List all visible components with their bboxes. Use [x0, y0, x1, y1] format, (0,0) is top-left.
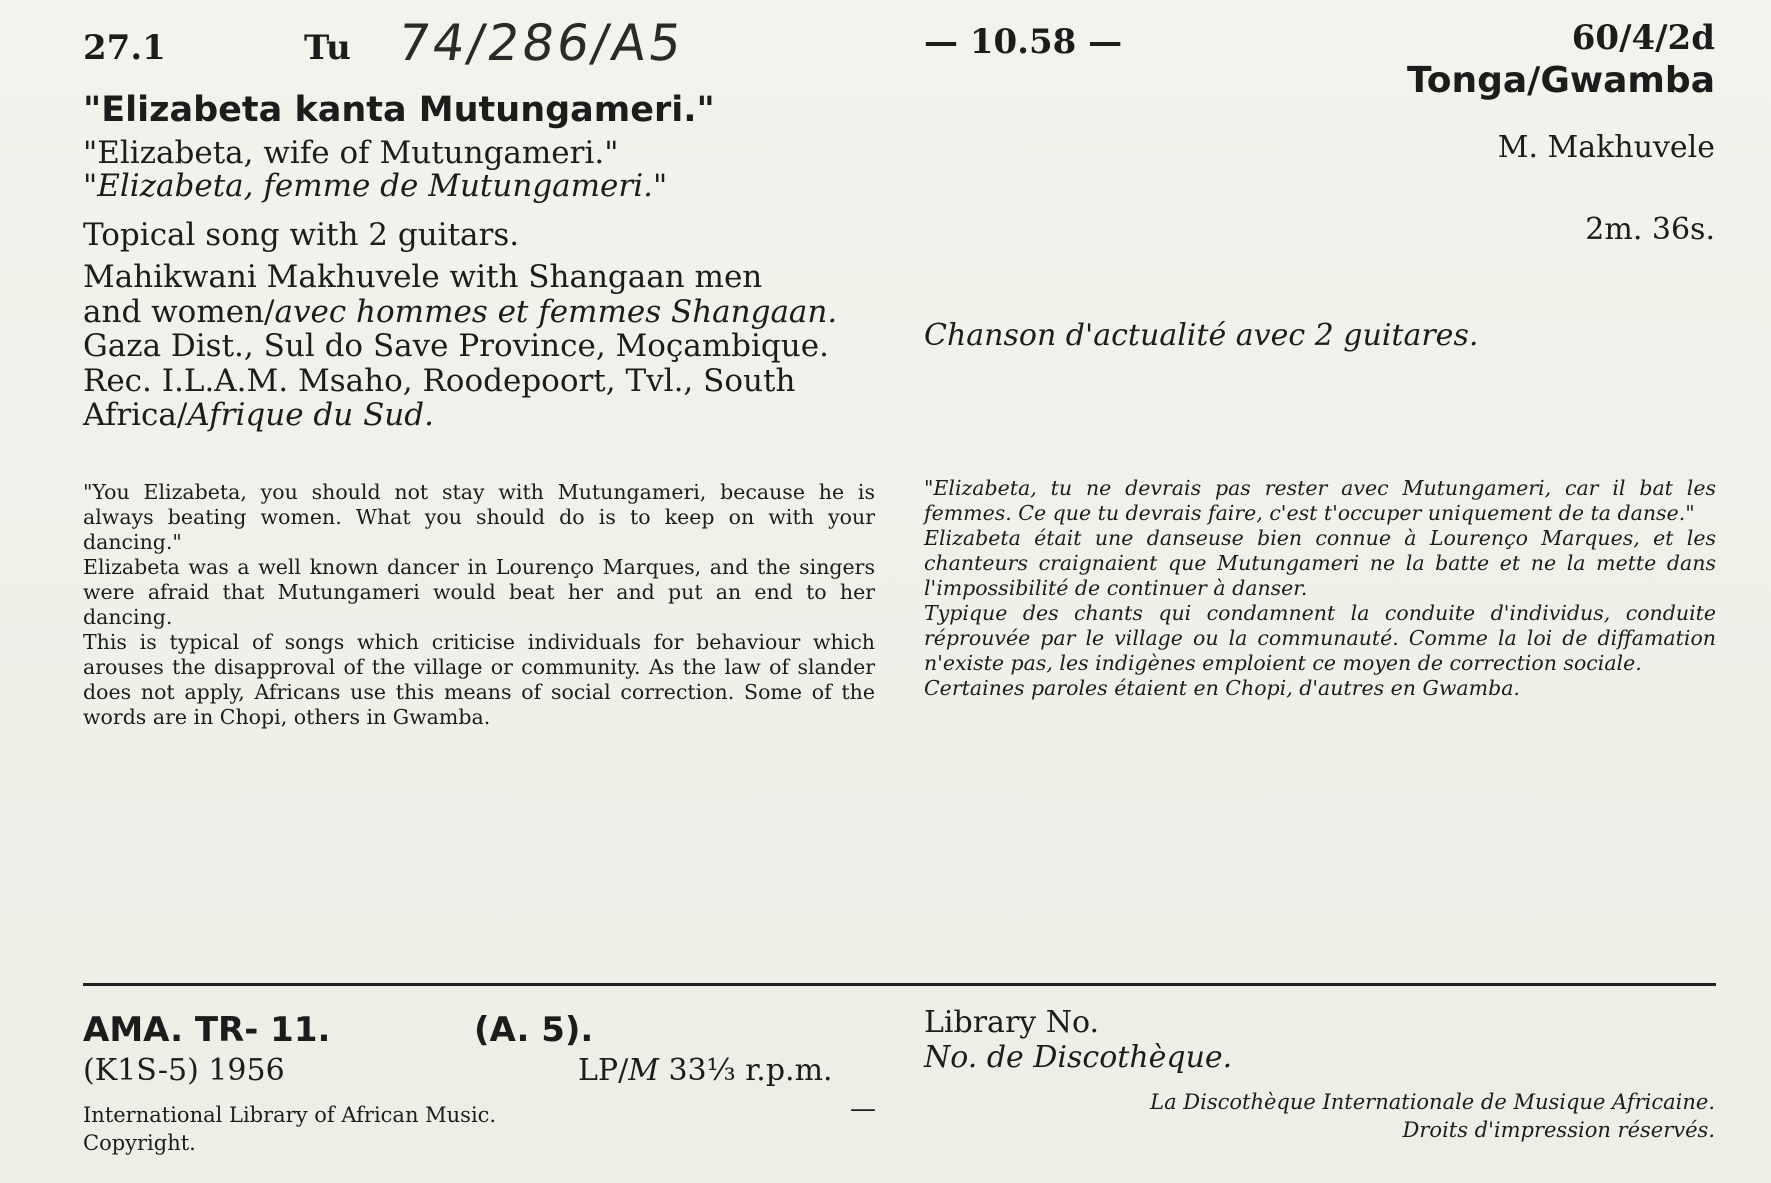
- record-side: (A. 5).: [474, 1010, 594, 1050]
- item-number: 27.1: [83, 28, 166, 68]
- note-paragraph: "Elizabeta, tu ne devrais pas rester avec Mutungameri, car il bat les femmes. Ce que tu devrais faire, c'est t'occuper uniquement de ta danse.": [924, 476, 1716, 525]
- footer-dash: —: [850, 1094, 876, 1124]
- tribe-label: Tonga/Gwamba: [1406, 60, 1715, 101]
- notes-french: [924, 476, 1716, 701]
- prefix-code: Tu: [304, 28, 351, 68]
- recording-details: [83, 260, 883, 433]
- note-paragraph: This is typical of songs which criticise individuals for behaviour which arouses the disapproval of the village or community. As the law of slander does not apply, Africans use this means of social correction. Some of the words are in Chopi, others in Gwamba.: [83, 630, 875, 729]
- details-text: and women/: [83, 293, 275, 330]
- genre-french: Chanson d'actualité avec 2 guitares.: [924, 318, 1479, 353]
- song-title: "Elizabeta kanta Mutungameri.": [83, 90, 715, 130]
- format-m: M: [628, 1053, 659, 1088]
- details-line: [83, 295, 883, 330]
- details-text-french: Afrique du Sud.: [187, 397, 434, 433]
- rights-line: Droits d'impression réservés.: [1402, 1118, 1715, 1142]
- format-rpm: 33⅓ r.p.m.: [658, 1053, 833, 1088]
- organisation-french: [1150, 1088, 1715, 1144]
- song-duration: 2m. 36s.: [1585, 212, 1715, 247]
- note-paragraph: Elizabeta était une danseuse bien connue à Lourenço Marques, et les chanteurs craignaient que Mutungameri ne la batte et ne la mette dans l'impossibilité de continuer à danser.: [924, 526, 1716, 600]
- note-paragraph: "You Elizabeta, you should not stay with Mutungameri, because he is always beating women. What you should do is to keep on with your dancing.": [83, 480, 875, 554]
- duration-reference: — 10.58 —: [924, 22, 1123, 62]
- divider-rule: [83, 983, 1716, 986]
- note-paragraph: Certaines paroles étaient en Chopi, d'autres en Gwamba.: [924, 676, 1520, 700]
- details-text: Africa/: [83, 397, 188, 433]
- details-line: Rec. I.L.A.M. Msaho, Roodepoort, Tvl., South: [83, 362, 796, 399]
- organisation-line: La Discothèque Internationale de Musique Africaine.: [1150, 1090, 1715, 1114]
- song-title-english: "Elizabeta, wife of Mutungameri.": [83, 135, 619, 171]
- note-paragraph: Typique des chants qui condamnent la conduite d'individus, conduite réprouvée par le village ou la communauté. Comme la loi de diffamation n'existe pas, les indigènes emploient ce moyen de correction sociale.: [924, 601, 1716, 675]
- genre-english: Topical song with 2 guitars.: [83, 217, 520, 253]
- organisation-line: International Library of African Music.: [83, 1103, 497, 1127]
- handwritten-reference: 74/286/A5: [393, 14, 688, 72]
- organisation-english: [83, 1101, 683, 1157]
- details-line: [83, 398, 883, 433]
- format-lp: LP/: [578, 1053, 629, 1088]
- notes-english: [83, 480, 875, 730]
- matrix-year: (K1S-5) 1956: [83, 1053, 285, 1088]
- details-text-french: avec hommes et femmes Shangaan.: [274, 293, 838, 330]
- library-number-label: Library No.: [924, 1005, 1100, 1040]
- catalogue-reference: 60/4/2d: [1571, 18, 1715, 58]
- song-title-french: "Elizabeta, femme de Mutungameri.": [83, 168, 668, 204]
- note-paragraph: Elizabeta was a well known dancer in Lourenço Marques, and the singers were afraid that Mutungameri would beat her and put an end to her dancing.: [83, 555, 875, 629]
- performer-name: M. Makhuvele: [1497, 130, 1715, 165]
- copyright-line: Copyright.: [83, 1131, 196, 1155]
- record-code: AMA. TR- 11.: [83, 1010, 331, 1050]
- discotheque-number-label: No. de Discothèque.: [924, 1040, 1233, 1075]
- details-line: Mahikwani Makhuvele with Shangaan men: [83, 259, 763, 295]
- details-line: Gaza Dist., Sul do Save Province, Moçambique.: [83, 328, 829, 364]
- record-format: [578, 1053, 833, 1088]
